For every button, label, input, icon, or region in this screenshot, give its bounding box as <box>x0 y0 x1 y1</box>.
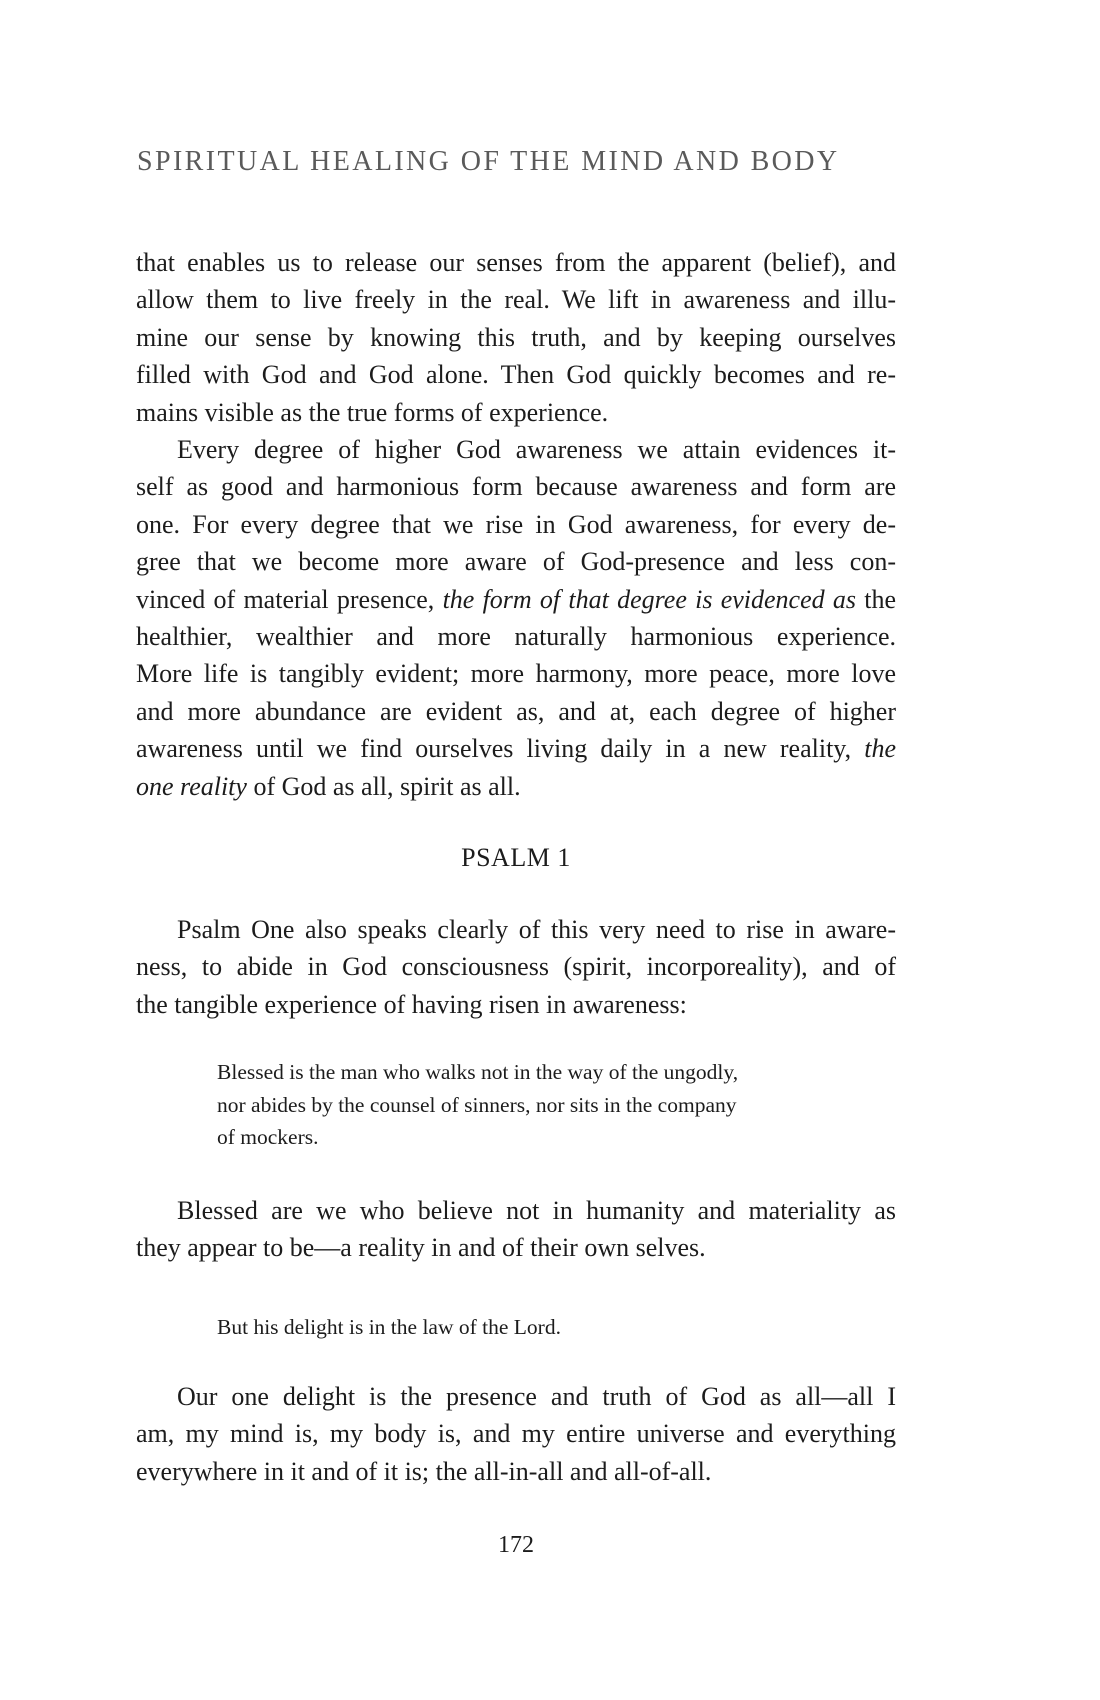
paragraph-line: filled with God and God alone. Then God quickly becomes and re- <box>136 360 896 390</box>
paragraph-line: the tangible experience of having risen in awareness: <box>136 989 687 1019</box>
paragraph-line: allow them to live freely in the real. We lift in awareness and illu- <box>136 285 896 315</box>
section-heading: PSALM 1 <box>461 843 571 872</box>
line-text: awareness until we find ourselves living daily in a new reality, <box>136 734 865 764</box>
italic-phrase: the <box>864 734 896 764</box>
paragraph-line: they appear to be—a reality in and of their own selves. <box>136 1233 706 1263</box>
paragraph-line: Blessed are we who believe not in humanity and materiality as <box>177 1196 896 1225</box>
paragraph-2 <box>136 431 896 805</box>
paragraph-line: am, my mind is, my body is, and my entire universe and everything <box>136 1419 896 1449</box>
paragraph-line: mains visible as the true forms of experience. <box>136 397 609 427</box>
quote-line: nor abides by the counsel of sinners, nor sits in the company <box>217 1092 737 1117</box>
running-head: SPIRITUAL HEALING OF THE MIND AND BODY <box>137 146 840 177</box>
paragraph-line: mine our sense by knowing this truth, and by keeping ourselves <box>136 322 896 352</box>
quote-line: But his delight is in the law of the Lord. <box>217 1315 561 1339</box>
paragraph-line: one. For every degree that we rise in God awareness, for every de- <box>136 509 896 539</box>
quote-line: of mockers. <box>217 1125 319 1149</box>
paragraph-1 <box>136 244 896 431</box>
block-quote-2 <box>217 1311 837 1344</box>
line-text: the <box>856 584 897 614</box>
paragraph-line <box>136 730 896 767</box>
quote-line: Blessed is the man who walks not in the way of the ungodly, <box>217 1060 739 1084</box>
paragraph-line: healthier, wealthier and more naturally harmonious experience. <box>136 622 896 652</box>
paragraph-line: More life is tangibly evident; more harmony, more peace, more love <box>136 659 896 689</box>
paragraph-line: gree that we become more aware of God-presence and less con- <box>136 547 896 577</box>
paragraph-line <box>136 581 896 618</box>
page-number: 172 <box>498 1532 534 1558</box>
paragraph-3 <box>136 911 896 1023</box>
paragraph-line: ness, to abide in God consciousness (spirit, incorporeality), and of <box>136 952 896 982</box>
paragraph-line <box>136 768 896 805</box>
paragraph-line: Psalm One also speaks clearly of this very need to rise in aware- <box>177 915 896 944</box>
block-quote-1 <box>217 1056 837 1154</box>
line-text: vinced of material presence, <box>136 584 443 614</box>
paragraph-5 <box>136 1378 896 1490</box>
paragraph-line: Our one delight is the presence and truth of God as all—all I <box>177 1382 896 1411</box>
paragraph-line: self as good and harmonious form because awareness and form are <box>136 472 896 502</box>
italic-phrase: one reality <box>136 771 247 801</box>
paragraph-line: Every degree of higher God awareness we attain evidences it- <box>177 435 896 464</box>
italic-phrase: the form of that degree is evidenced as <box>442 584 856 614</box>
paragraph-line: that enables us to release our senses from the apparent (belief), and <box>136 248 896 277</box>
paragraph-4 <box>136 1192 896 1267</box>
line-text: of God as all, spirit as all. <box>246 771 521 801</box>
paragraph-line: and more abundance are evident as, and at, each degree of higher <box>136 696 896 726</box>
paragraph-line: everywhere in it and of it is; the all-in-all and all-of-all. <box>136 1456 712 1486</box>
